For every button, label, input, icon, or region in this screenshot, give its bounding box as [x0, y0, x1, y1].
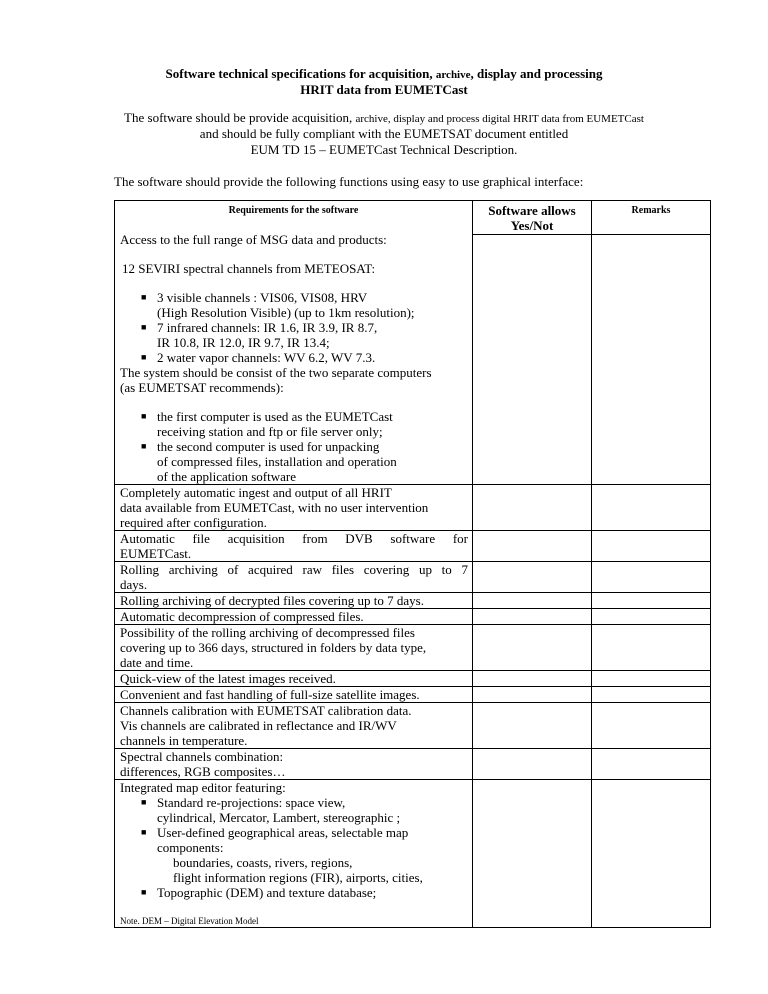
remarks-cell[interactable]	[592, 531, 711, 562]
bullet-icon: ■	[141, 352, 147, 362]
remarks-cell[interactable]	[592, 671, 711, 687]
calibration-line-1: Channels calibration with EUMETSAT calibration data.	[120, 703, 412, 718]
reprojections-cont: cylindrical, Mercator, Lambert, stereographic ;	[157, 810, 401, 825]
document-title-line-1: Software technical specifications for acquisition, archive, display and processing	[165, 66, 603, 81]
table-row	[115, 562, 711, 593]
rolling-decompressed-line-3: date and time.	[120, 655, 194, 670]
rolling-decompressed-line-2: covering up to 366 days, structured in folders by data type,	[120, 640, 427, 655]
remarks-cell[interactable]	[592, 593, 711, 609]
remarks-cell-1[interactable]	[592, 235, 711, 485]
bullet-icon: ■	[141, 797, 147, 807]
visible-channels-cont: (High Resolution Visible) (up to 1km resolution);	[157, 305, 415, 320]
table-row	[115, 687, 711, 703]
bullet-infrared-channels: ■ 7 infrared channels: IR 1.6, IR 3.9, IR 8.7,	[141, 320, 378, 335]
header-allows-line-1: Software allows	[488, 203, 576, 218]
table-row	[115, 749, 711, 780]
first-computer-cont: receiving station and ftp or file server only;	[157, 424, 383, 439]
rolling-raw-line-1: Rolling archiving of acquired raw files covering up to 7	[120, 562, 468, 577]
infrared-channels-cont: IR 10.8, IR 12.0, IR 9.7, IR 13.4;	[157, 335, 330, 350]
ingest-line-2: data available from EUMETCast, with no user intervention	[120, 500, 429, 515]
requirements-cell-1	[115, 201, 473, 485]
remarks-cell[interactable]	[592, 485, 711, 531]
table-row	[115, 531, 711, 562]
table-row	[115, 485, 711, 531]
allows-cell[interactable]	[473, 687, 592, 703]
table-row	[115, 609, 711, 625]
dem-footnote: Note. DEM – Digital Elevation Model	[120, 916, 259, 926]
allows-cell-1[interactable]	[473, 235, 592, 485]
bullet-icon: ■	[141, 441, 147, 451]
map-intro: Integrated map editor featuring:	[120, 780, 286, 795]
allows-cell[interactable]	[473, 780, 592, 928]
document-title-line-2: HRIT data from EUMETCast	[300, 82, 468, 97]
bullet-first-computer: ■ the first computer is used as the EUMETCast	[141, 409, 393, 424]
bullet-icon: ■	[141, 827, 147, 837]
msg-intro: Access to the full range of MSG data and products:	[120, 232, 387, 247]
ingest-line-1: Completely automatic ingest and output of all HRIT	[120, 485, 392, 500]
table-row	[115, 780, 711, 928]
calibration-line-3: channels in temperature.	[120, 733, 248, 748]
second-computer-cont-2: of the application software	[157, 469, 296, 484]
intro-line-3: EUM TD 15 – EUMETCast Technical Description.	[250, 142, 518, 157]
bullet-icon: ■	[141, 322, 147, 332]
bullet-second-computer: ■ the second computer is used for unpacking	[141, 439, 380, 454]
handling: Convenient and fast handling of full-size satellite images.	[120, 687, 420, 702]
table-row	[115, 593, 711, 609]
rolling-decrypted: Rolling archiving of decrypted files covering up to 7 days.	[120, 593, 424, 608]
header-allows-line-2: Yes/Not	[510, 218, 554, 233]
combination-line-1: Spectral channels combination:	[120, 749, 284, 764]
table-row	[115, 625, 711, 671]
remarks-cell[interactable]	[592, 780, 711, 928]
second-computer-cont-1: of compressed files, installation and operation	[157, 454, 397, 469]
header-remarks	[592, 201, 711, 235]
intro-line-2: and should be fully compliant with the EUMETSAT document entitled	[199, 126, 569, 141]
rolling-raw-line-2: days.	[120, 577, 148, 592]
combination-line-2: differences, RGB composites…	[120, 764, 286, 779]
bullet-icon: ■	[141, 887, 147, 897]
bullet-geographical-areas: ■ User-defined geographical areas, selectable map	[141, 825, 409, 840]
allows-cell[interactable]	[473, 531, 592, 562]
calibration-line-2: Vis channels are calibrated in reflectance and IR/WV	[120, 718, 397, 733]
header-software-allows	[473, 201, 592, 235]
rolling-decompressed-line-1: Possibility of the rolling archiving of decompressed files	[120, 625, 415, 640]
allows-cell[interactable]	[473, 749, 592, 780]
remarks-cell[interactable]	[592, 625, 711, 671]
header-remarks-text: Remarks	[631, 205, 671, 216]
areas-cont-1: components:	[157, 840, 224, 855]
remarks-cell[interactable]	[592, 562, 711, 593]
lead-paragraph: The software should provide the following functions using easy to use graphical interface:	[114, 174, 584, 189]
bullet-visible-channels: ■ 3 visible channels : VIS06, VIS08, HRV	[141, 290, 368, 305]
table-row	[115, 671, 711, 687]
ingest-line-3: required after configuration.	[120, 515, 267, 530]
remarks-cell[interactable]	[592, 749, 711, 780]
msg-section	[115, 232, 472, 484]
bullet-icon: ■	[141, 292, 147, 302]
areas-cont-3: flight information regions (FIR), airports, cities,	[173, 870, 423, 885]
allows-cell[interactable]	[473, 671, 592, 687]
computers-intro-1: The system should be consist of the two separate computers	[120, 365, 432, 380]
bullet-topographic: ■ Topographic (DEM) and texture database;	[141, 885, 377, 900]
table-row	[115, 703, 711, 749]
acquisition-line-2: EUMETCast.	[120, 546, 192, 561]
computers-intro-2: (as EUMETSAT recommends):	[120, 380, 284, 395]
header-requirements: Requirements for the software	[228, 205, 359, 216]
header-row	[115, 201, 711, 235]
seviri-heading: 12 SEVIRI spectral channels from METEOSAT:	[122, 261, 376, 276]
intro-line-1: The software should be provide acquisition, archive, display and process digital HRIT data from EUMETCast	[124, 110, 644, 125]
allows-cell[interactable]	[473, 485, 592, 531]
quickview: Quick-view of the latest images received.	[120, 671, 336, 686]
allows-cell[interactable]	[473, 562, 592, 593]
remarks-cell[interactable]	[592, 703, 711, 749]
allows-cell[interactable]	[473, 703, 592, 749]
bullet-icon: ■	[141, 411, 147, 421]
remarks-cell[interactable]	[592, 609, 711, 625]
areas-cont-2: boundaries, coasts, rivers, regions,	[173, 855, 353, 870]
bullet-water-vapor-channels: ■ 2 water vapor channels: WV 6.2, WV 7.3.	[141, 350, 376, 365]
allows-cell[interactable]	[473, 609, 592, 625]
decompression: Automatic decompression of compressed files.	[120, 609, 364, 624]
requirements-table	[114, 200, 711, 928]
allows-cell[interactable]	[473, 593, 592, 609]
remarks-cell[interactable]	[592, 687, 711, 703]
allows-cell[interactable]	[473, 625, 592, 671]
acquisition-line-1: Automatic file acquisition from DVB software for	[120, 531, 468, 546]
bullet-reprojections: ■ Standard re-projections: space view,	[141, 795, 346, 810]
